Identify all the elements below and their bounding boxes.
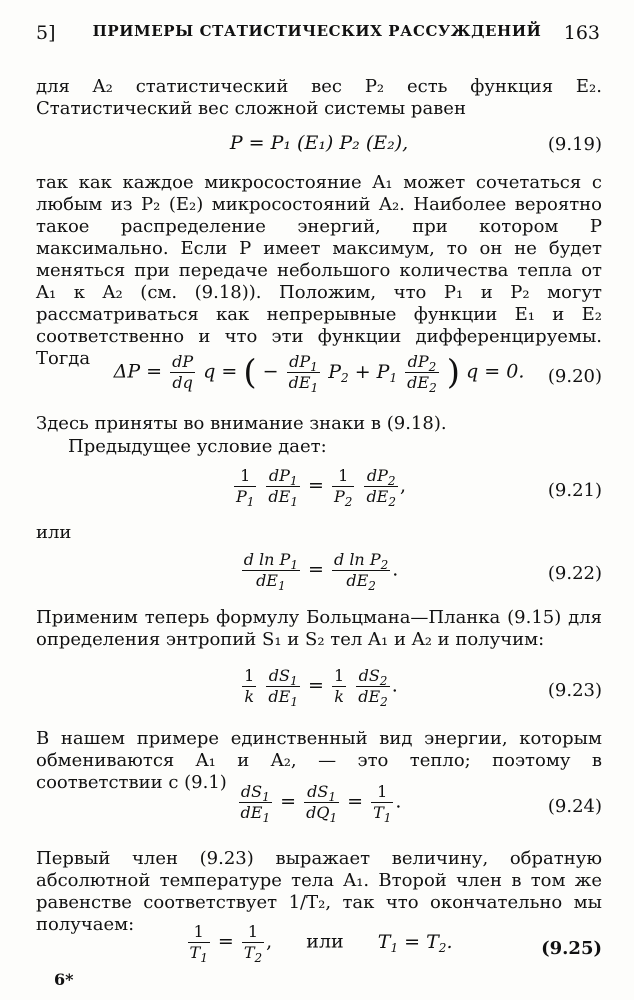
equation-number-9-22: (9.22) [547, 563, 602, 584]
equation-number-9-20: (9.20) [547, 366, 602, 387]
equation-number-9-19: (9.19) [547, 134, 602, 155]
paragraph-1: для A₂ статистический вес P₂ есть функция E₂. Статистический вес сложной системы равен [36, 76, 602, 119]
paragraph-6: Применим теперь формулу Больцмана—Планка (9.15) для определения энтропий S₁ и S₂ тел A₁ и A₂ и получим: [36, 607, 602, 650]
equation-9-22: $\frac{d \ln P_1}{dE_1}$ = $\frac{d \ln P_2}{dE_2}$ . [243, 550, 399, 593]
signature-mark: 6* [54, 970, 74, 989]
equation-number-9-25: (9.25) [541, 938, 602, 959]
section-number: 5] [36, 22, 56, 44]
or-word: или [306, 930, 344, 953]
equation-9-24: $\frac{dS_1}{dE_1}$ = $\frac{dS_1}{dQ_1}$ = $\frac{1}{T_1}$ . [240, 782, 402, 825]
equation-9-25: $\frac{1}{T_1}$ = $\frac{1}{T_2}$ , или $T_1 = T_2$. [189, 922, 453, 965]
equation-9-19 [36, 132, 602, 154]
paragraph-5: или [36, 522, 72, 543]
equation-number-9-24: (9.24) [547, 796, 602, 817]
page-number: 163 [563, 22, 600, 44]
paragraph-7: В нашем примере единственный вид энергии, которым обмениваются A₁ и A₂, — это тепло; поэтому в соответствии с (9.1) [36, 728, 602, 793]
running-title: ПРИМЕРЫ СТАТИСТИЧЕСКИХ РАССУЖДЕНИЙ [92, 22, 542, 40]
equation-9-19-body: P = P₁ (E₁) P₂ (E₂), [229, 132, 409, 154]
paragraph-8: Первый член (9.23) выражает величину, обратную абсолютной температуре тела A₁. Второй член в том же равенстве соответствует 1/T₂, так что окончательно мы получаем: [36, 848, 602, 935]
equation-9-23: $\frac{1}{k}$ $\frac{dS_1}{dE_1}$ = $\frac{1}{k}$ $\frac{dS_2}{dE_2}$ . [244, 666, 398, 709]
equation-number-9-23: (9.23) [547, 680, 602, 701]
equation-9-21: $\frac{1}{P_1}$ $\frac{dP_1}{dE_1}$ = $\frac{1}{P_2}$ $\frac{dP_2}{dE_2}$ , [235, 466, 407, 509]
paragraph-4: Предыдущее условие дает: [68, 436, 327, 457]
equation-9-20: ΔP = $\frac{dP}{dq}$ q = ( − $\frac{dP_1}{dE_1}$ $P_2 + P_1$ $\frac{dP_2}{dE_2}$ ) q = 0. [113, 352, 525, 395]
paragraph-2: так как каждое микросостояние A₁ может сочетаться с любым из P₂ (E₂) микросостояний A₂. Наиболее вероятно такое распределение энергий, при котором P максимально. Если P имеет максимум, то он не будет меняться при передаче небольшого количества тепла от A₁ к A₂ (см. (9.18)). Положим, что P₁ и P₂ могут рассматриваться как непрерывные функции E₁ и E₂ соответственно и что эти функции дифференцируемы. Тогда [36, 172, 602, 369]
equation-number-9-21: (9.21) [547, 480, 602, 501]
paragraph-3: Здесь приняты во внимание знаки в (9.18). [36, 413, 447, 434]
